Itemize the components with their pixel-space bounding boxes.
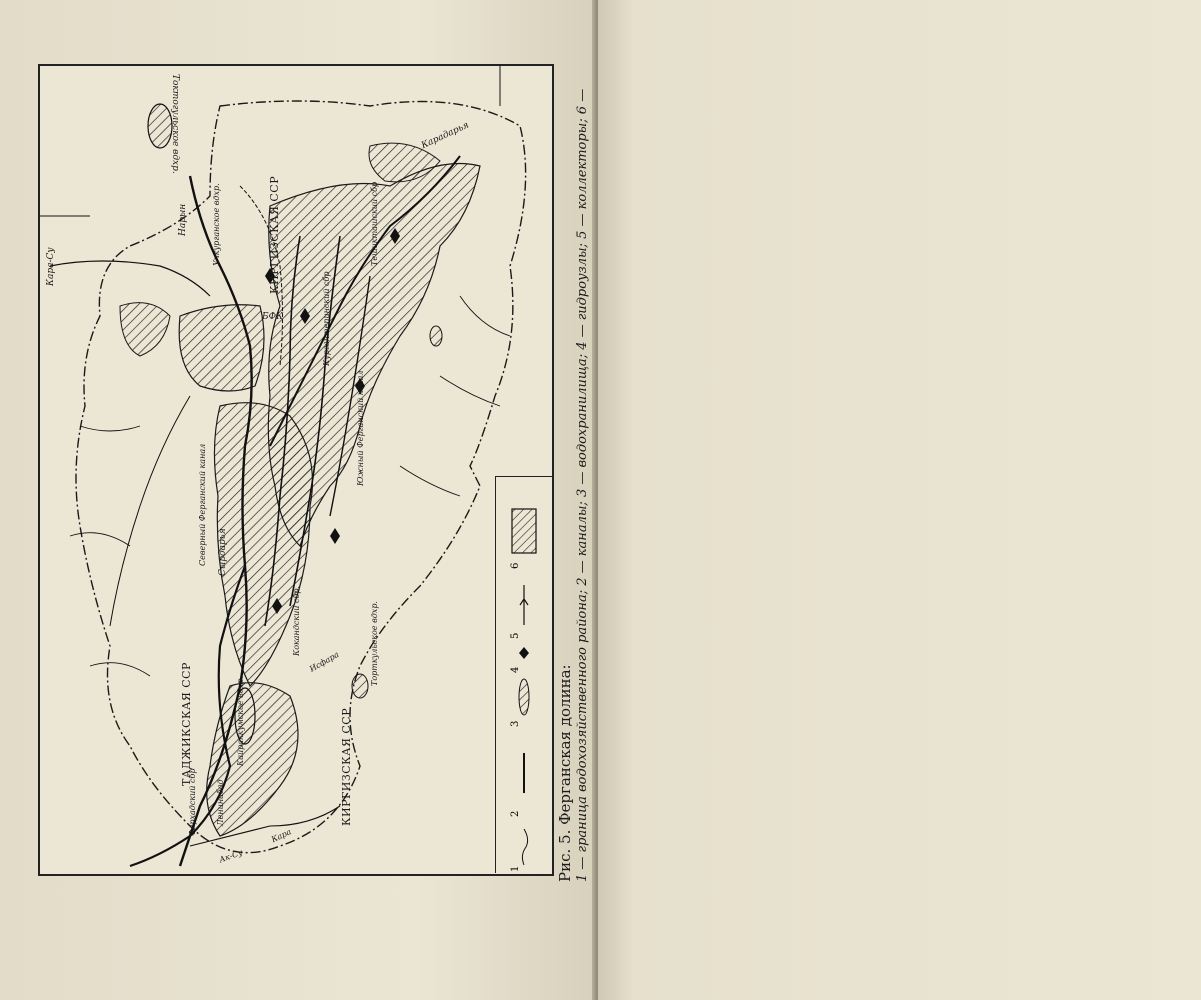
label-isfara: Исфара [308, 649, 341, 674]
caption-legend: 1 — граница водохозяйственного района; 2 — каналы; 3 — водохранилища; 4 — гидроузлы; 5 — коллекторы; 6 — [575, 88, 590, 882]
legend-num-2: 2 [510, 810, 521, 817]
label-kara-su: Кара-Су [46, 247, 56, 286]
label-karadarya: Карадарья [420, 120, 471, 152]
fergana-map [38, 64, 554, 876]
kara-su-river [50, 261, 210, 296]
legend-symbol-3 [519, 679, 529, 715]
label-kara: Кара [270, 827, 293, 845]
legend-symbol-5 [520, 585, 528, 625]
legend-num-3: 3 [510, 720, 521, 727]
small-reservoir [430, 326, 442, 346]
tortgul-reservoir [352, 674, 368, 698]
west-streams [70, 426, 150, 676]
region-kirgiz-north: КИРГИЗСКАЯ ССР [268, 175, 281, 294]
label-ak-su: Ак-Су [218, 847, 244, 865]
left-page [0, 0, 596, 1000]
irrigated-lands-nw [120, 303, 170, 356]
legend-symbol-1 [522, 829, 527, 865]
legend-num-4: 4 [510, 666, 521, 673]
legend-num-5: 5 [510, 632, 521, 639]
map-legend [495, 476, 552, 873]
label-yuzhny-fergansky: Южный Ферганский канал [356, 370, 365, 486]
legend-symbol-4 [519, 647, 529, 659]
legend-num-1: 1 [510, 865, 521, 872]
label-kairakkum: Кайраккумское вдхр. [236, 675, 245, 766]
label-kurgantepa: Кургантепинский сбр [322, 271, 331, 366]
label-bfk: БФК [262, 312, 284, 322]
legend-num-6: 6 [510, 562, 521, 569]
label-uchkurgan: Учкурганское вдхр. [212, 183, 221, 266]
label-severny-fergansky: Северный Ферганский канал [198, 443, 207, 566]
caption-title: Рис. 5. Ферганская долина: [556, 664, 574, 882]
legend-symbols [496, 477, 552, 873]
label-syrdarya: Сырдарья [218, 528, 228, 576]
label-farkhad: Фархадский сбр [188, 768, 197, 836]
hydro-node-2 [330, 528, 340, 544]
toktogul-reservoir [148, 104, 172, 148]
label-tesh: Тешикташский сбр [370, 181, 379, 266]
east-streams [400, 296, 510, 496]
label-naryn: Нарын [178, 203, 188, 236]
map-drawing [40, 66, 552, 874]
label-tortgul: Торткульское вдхр. [370, 601, 379, 686]
label-kokand: Кокандский сбр. [292, 585, 301, 656]
region-tadzhik: ТАДЖИКСКАЯ ССР [180, 662, 193, 786]
label-toktogul: Токтогульское вдхр. [170, 74, 180, 174]
label-leninabad: Ленинабад [216, 779, 225, 826]
right-page [598, 0, 1201, 1000]
legend-symbol-6 [512, 509, 536, 553]
region-kirgiz-south: КИРГИЗСКАЯ ССР [340, 707, 353, 826]
